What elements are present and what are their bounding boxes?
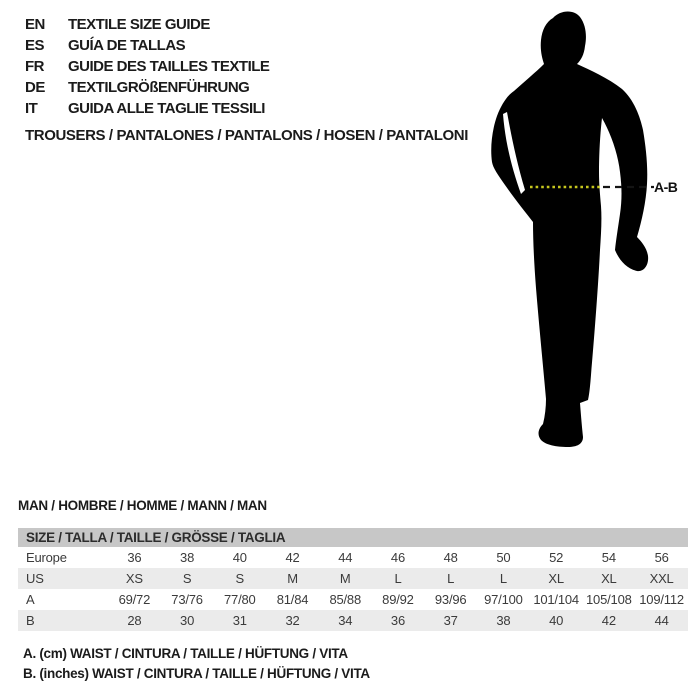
language-row-fr [25, 56, 269, 77]
table-cell: 31 [232, 613, 247, 628]
table-cell: 30 [180, 613, 195, 628]
row-label: US [26, 571, 44, 586]
table-cell: 28 [127, 613, 142, 628]
table-cell: XL [548, 571, 564, 586]
table-cell: 48 [443, 550, 458, 565]
row-label: Europe [26, 550, 67, 565]
size-table [18, 528, 688, 631]
table-cell: 36 [127, 550, 142, 565]
table-row-b-inches [18, 610, 688, 631]
language-row-it [25, 98, 269, 119]
language-label: TEXTILGRÖßENFÜHRUNG [68, 79, 250, 96]
footnotes [23, 644, 370, 684]
figure-wrap [450, 0, 700, 470]
table-cell: L [447, 571, 455, 586]
man-silhouette-figure [450, 0, 700, 470]
language-code: ES [25, 37, 45, 54]
table-cell: 36 [390, 613, 405, 628]
size-table-header: SIZE / TALLA / TAILLE / GRÖSSE / TAGLIA [18, 528, 688, 547]
table-cell: XXL [649, 571, 674, 586]
size-table-header-row [18, 528, 688, 547]
table-cell: 105/108 [586, 592, 632, 607]
table-cell: 40 [549, 613, 564, 628]
table-cell: 97/100 [484, 592, 523, 607]
row-label: B [26, 613, 35, 628]
table-cell: 77/80 [224, 592, 256, 607]
table-cell: 101/104 [533, 592, 579, 607]
table-cell: 34 [338, 613, 353, 628]
category-title: TROUSERS / PANTALONES / PANTALONS / HOSEN / PANTALONI [25, 127, 468, 144]
footnote-b-inches: B. (inches) WAIST / CINTURA / TAILLE / HÜFTUNG / VITA [23, 666, 370, 681]
language-row-en [25, 14, 269, 35]
table-cell: 38 [496, 613, 511, 628]
language-row-es [25, 35, 269, 56]
language-code: DE [25, 79, 45, 96]
table-cell: 73/76 [171, 592, 203, 607]
waist-measurement-label: A-B [654, 179, 678, 195]
table-cell: 89/92 [382, 592, 414, 607]
language-list [25, 14, 269, 119]
language-label: TEXTILE SIZE GUIDE [68, 16, 210, 33]
language-row-de [25, 77, 269, 98]
language-code: FR [25, 58, 44, 75]
table-row-a-cm [18, 589, 688, 610]
table-cell: L [394, 571, 402, 586]
table-cell: S [235, 571, 245, 586]
table-cell: 44 [654, 613, 669, 628]
table-row-us [18, 568, 688, 589]
table-cell: 40 [232, 550, 247, 565]
table-cell: 44 [338, 550, 353, 565]
table-cell: 69/72 [118, 592, 151, 607]
table-cell: 85/88 [329, 592, 361, 607]
table-cell: S [182, 571, 192, 586]
table-cell: 93/96 [434, 592, 467, 607]
gender-title: MAN / HOMBRE / HOMME / MANN / MAN [18, 498, 267, 513]
language-label: GUIDE DES TAILLES TEXTILE [68, 58, 270, 75]
row-label: A [26, 592, 35, 607]
table-cell: 50 [496, 550, 511, 565]
table-cell: 42 [285, 550, 300, 565]
table-cell: M [339, 571, 351, 586]
table-cell: XS [125, 571, 143, 586]
language-code: IT [25, 100, 38, 117]
table-cell: 54 [601, 550, 616, 565]
table-cell: 56 [654, 550, 669, 565]
table-cell: 81/84 [276, 592, 309, 607]
table-cell: XL [601, 571, 617, 586]
language-code: EN [25, 16, 45, 33]
footnote-a-cm: A. (cm) WAIST / CINTURA / TAILLE / HÜFTUNG / VITA [23, 646, 348, 661]
man-silhouette-body [491, 11, 648, 447]
table-cell: 37 [443, 613, 458, 628]
table-row-europe [18, 547, 688, 568]
table-cell: 32 [285, 613, 300, 628]
language-label: GUÍA DE TALLAS [68, 37, 186, 54]
table-cell: 109/112 [639, 592, 684, 607]
table-cell: 42 [601, 613, 616, 628]
table-cell: M [287, 571, 298, 586]
table-cell: 52 [549, 550, 564, 565]
table-cell: L [499, 571, 507, 586]
table-cell: 46 [390, 550, 405, 565]
table-cell: 38 [180, 550, 195, 565]
language-label: GUIDA ALLE TAGLIE TESSILI [68, 100, 265, 117]
